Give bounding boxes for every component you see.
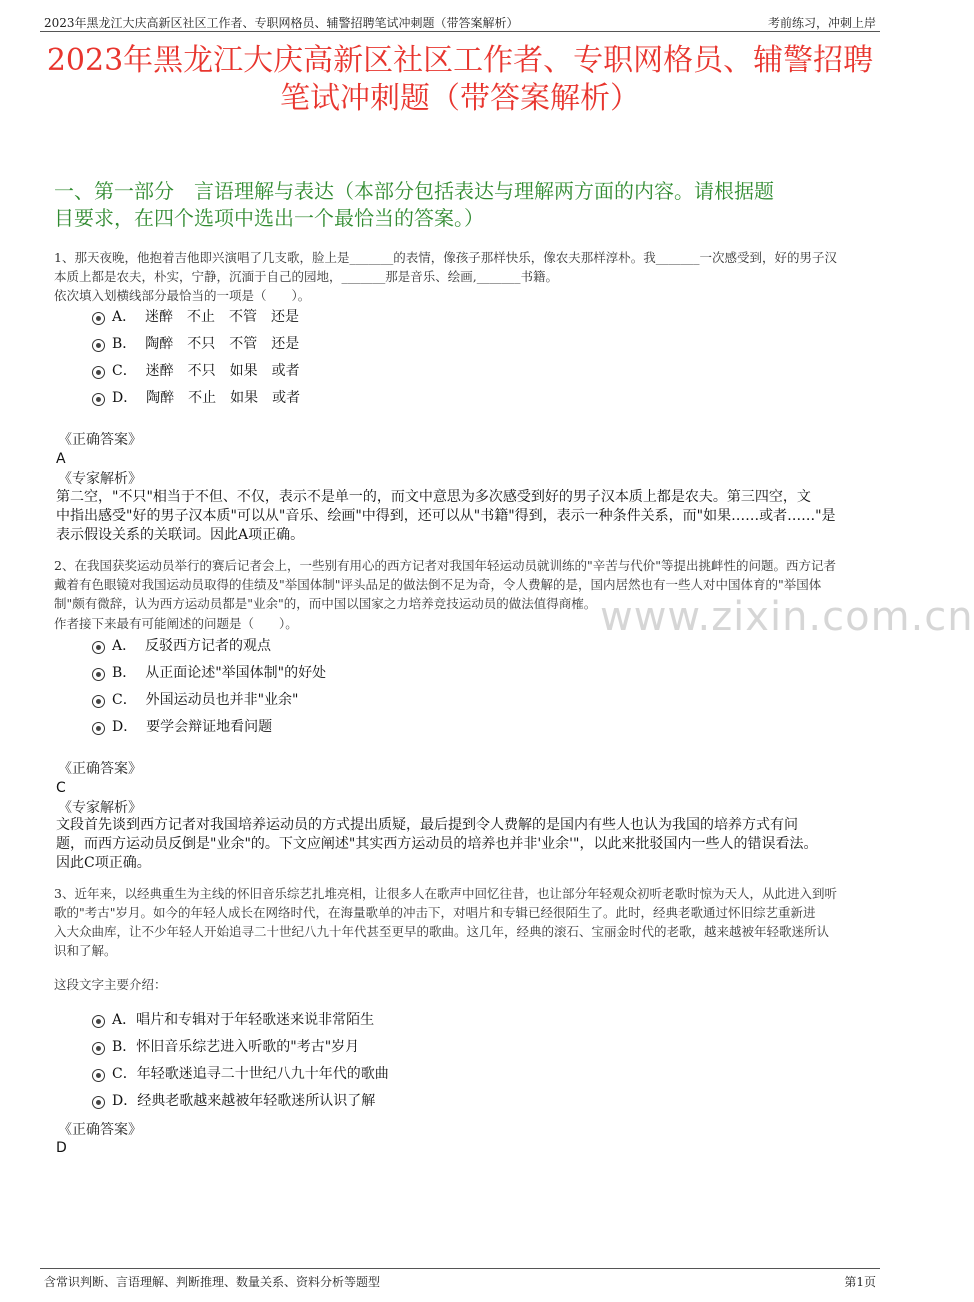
question-3-prompt: 这段文字主要介绍：: [54, 977, 167, 992]
question-1-option-b[interactable]: [92, 333, 792, 355]
radio-button[interactable]: [92, 393, 105, 406]
stem-line: 入大众曲库，让不少年轻人开始追寻二十世纪八九十年代甚至更早的歌曲。这几年，经典的滚石、宝丽金时代的老歌，越来越被年轻歌迷所认: [54, 924, 830, 939]
analysis-line: 因此C项正确。: [56, 855, 151, 871]
radio-button[interactable]: [92, 695, 105, 708]
watermark: www.zixin.com.cn: [600, 594, 974, 640]
analysis-line: 中指出感受"好的男子汉本质"可以从"音乐、绘画"中得到，还可以从"书籍"得到，表示一种条件关系，而"如果……或者……"是: [56, 508, 836, 524]
option-label: C． 迷醉 不只 如果 或者: [112, 363, 300, 379]
question-3-option-b[interactable]: [92, 1036, 792, 1058]
document-title: [40, 42, 880, 118]
question-3-option-a[interactable]: [92, 1009, 792, 1031]
analysis-line: 文段首先谈到西方记者对我国培养运动员的方式提出质疑，最后提到令人费解的是国内有些人也认为我国的培养方式有问: [56, 817, 798, 833]
question-1-option-d[interactable]: [92, 387, 792, 409]
question-1-option-a[interactable]: [92, 306, 792, 328]
footer-question-types: 含常识判断、言语理解、判断推理、数量关系、资料分析等题型: [44, 1275, 381, 1289]
question-1-answer: A: [56, 451, 66, 467]
header-slogan: 考前练习，冲刺上岸: [767, 16, 876, 30]
option-label: D． 陶醉 不止 如果 或者: [112, 390, 301, 406]
question-1-prompt: 依次填入划横线部分最恰当的一项是（ ）。: [54, 288, 311, 303]
section-heading-line-2: 目要求，在四个选项中选出一个最恰当的答案。）: [54, 206, 484, 230]
question-3-answer-label: 《正确答案》: [58, 1122, 142, 1138]
stem-line: 戴着有色眼镜对我国运动员取得的佳绩及"举国体制"评头品足的做法倒不足为奇，令人费解的是，国内居然也有一些人对中国体育的"举国体: [54, 577, 822, 592]
header-doc-title: 2023年黑龙江大庆高新区社区工作者、专职网格员、辅警招聘笔试冲刺题（带答案解析）: [44, 16, 519, 30]
option-label: C． 外国运动员也并非"业余": [112, 692, 299, 708]
option-label: B．怀旧音乐综艺进入听歌的"考古"岁月: [112, 1039, 360, 1055]
question-3-option-d[interactable]: [92, 1090, 792, 1112]
stem-line: 2、在我国获奖运动员举行的赛后记者会上，一些别有用心的西方记者对我国年轻运动员就训练的"辛苦与代价"等提出挑衅性的问题。西方记者: [54, 558, 836, 573]
radio-button[interactable]: [92, 1069, 105, 1082]
option-label: D．经典老歌越来越被年轻歌迷所认识了解: [112, 1093, 376, 1109]
question-1-stem: [54, 248, 874, 286]
radio-button[interactable]: [92, 1015, 105, 1028]
radio-button[interactable]: [92, 1096, 105, 1109]
title-line-2: 笔试冲刺题（带答案解析）: [280, 81, 640, 116]
question-3-stem: [54, 884, 874, 960]
question-2-stem: [54, 556, 874, 613]
option-label: A． 反驳西方记者的观点: [112, 638, 272, 654]
question-3-answer: D: [56, 1140, 67, 1156]
section-heading-line-1: 一、第一部分 言语理解与表达（本部分包括表达与理解两方面的内容。请根据题: [54, 179, 774, 203]
option-label: A． 迷醉 不止 不管 还是: [112, 309, 300, 325]
stem-line: 歌的"考古"岁月。如今的年轻人成长在网络时代，在海量歌单的冲击下，对唱片和专辑已经很陌生了。此时，经典老歌通过怀旧综艺重新进: [54, 905, 816, 920]
question-2-option-a[interactable]: [92, 635, 792, 657]
page-number: 第1页: [844, 1275, 876, 1289]
question-2-option-b[interactable]: [92, 662, 792, 684]
radio-button[interactable]: [92, 641, 105, 654]
analysis-line: 题，而西方运动员反倒是"业余"的。下文应阐述"其实西方运动员的培养也并非'业余'"，以此来批驳国内一些人的错误看法。: [56, 836, 818, 852]
question-1-answer-label: 《正确答案》: [58, 432, 142, 448]
question-2-prompt: 作者接下来最有可能阐述的问题是（ ）。: [54, 616, 298, 631]
stem-line: 1、那天夜晚，他抱着吉他即兴演唱了几支歌，脸上是_______的表情，像孩子那样快乐，像农夫那样淳朴。我_______一次感受到，好的男子汉: [54, 250, 837, 265]
stem-line: 识和了解。: [54, 943, 117, 958]
option-label: C．年轻歌迷追寻二十世纪八九十年代的歌曲: [112, 1066, 389, 1082]
radio-button[interactable]: [92, 339, 105, 352]
option-label: A．唱片和专辑对于年轻歌迷来说非常陌生: [112, 1012, 375, 1028]
stem-line: 本质上都是农夫，朴实，宁静，沉湎于自己的园地，_______那是音乐、绘画,_______书籍。: [54, 269, 558, 284]
option-label: B． 陶醉 不只 不管 还是: [112, 336, 300, 352]
question-2-answer: C: [56, 780, 66, 796]
question-2-analysis-label: 《专家解析》: [58, 800, 142, 816]
radio-button[interactable]: [92, 366, 105, 379]
analysis-line: 第二空，"不只"相当于不但、不仅，表示不是单一的，而文中意思为多次感受到好的男子汉本质上都是农夫。第三四空，文: [56, 489, 811, 505]
title-line-1: 2023年黑龙江大庆高新区社区工作者、专职网格员、辅警招聘: [46, 43, 874, 78]
option-label: D． 要学会辩证地看问题: [112, 719, 273, 735]
section-heading: [54, 178, 874, 232]
analysis-line: 表示假设关系的关联词。因此A项正确。: [56, 527, 305, 543]
radio-button[interactable]: [92, 1042, 105, 1055]
radio-button[interactable]: [92, 722, 105, 735]
stem-line: 制"颇有微辞，认为西方运动员都是"业余"的，而中国以国家之力培养竞技运动员的做法值得商榷。: [54, 596, 597, 611]
stem-line: 3、近年来，以经典重生为主线的怀旧音乐综艺扎堆亮相，让很多人在歌声中回忆往昔，也让部分年轻观众初听老歌时惊为天人，从此进入到听: [54, 886, 837, 901]
radio-button[interactable]: [92, 668, 105, 681]
page-header: [40, 10, 880, 32]
question-2-answer-label: 《正确答案》: [58, 761, 142, 777]
question-1-option-c[interactable]: [92, 360, 792, 382]
page-footer: [40, 1268, 880, 1290]
option-label: B． 从正面论述"举国体制"的好处: [112, 665, 327, 681]
question-3-option-c[interactable]: [92, 1063, 792, 1085]
question-2-option-c[interactable]: [92, 689, 792, 711]
radio-button[interactable]: [92, 312, 105, 325]
question-2-option-d[interactable]: [92, 716, 792, 738]
question-1-analysis: [56, 488, 856, 545]
question-1-analysis-label: 《专家解析》: [58, 471, 142, 487]
question-2-analysis: [56, 816, 856, 873]
